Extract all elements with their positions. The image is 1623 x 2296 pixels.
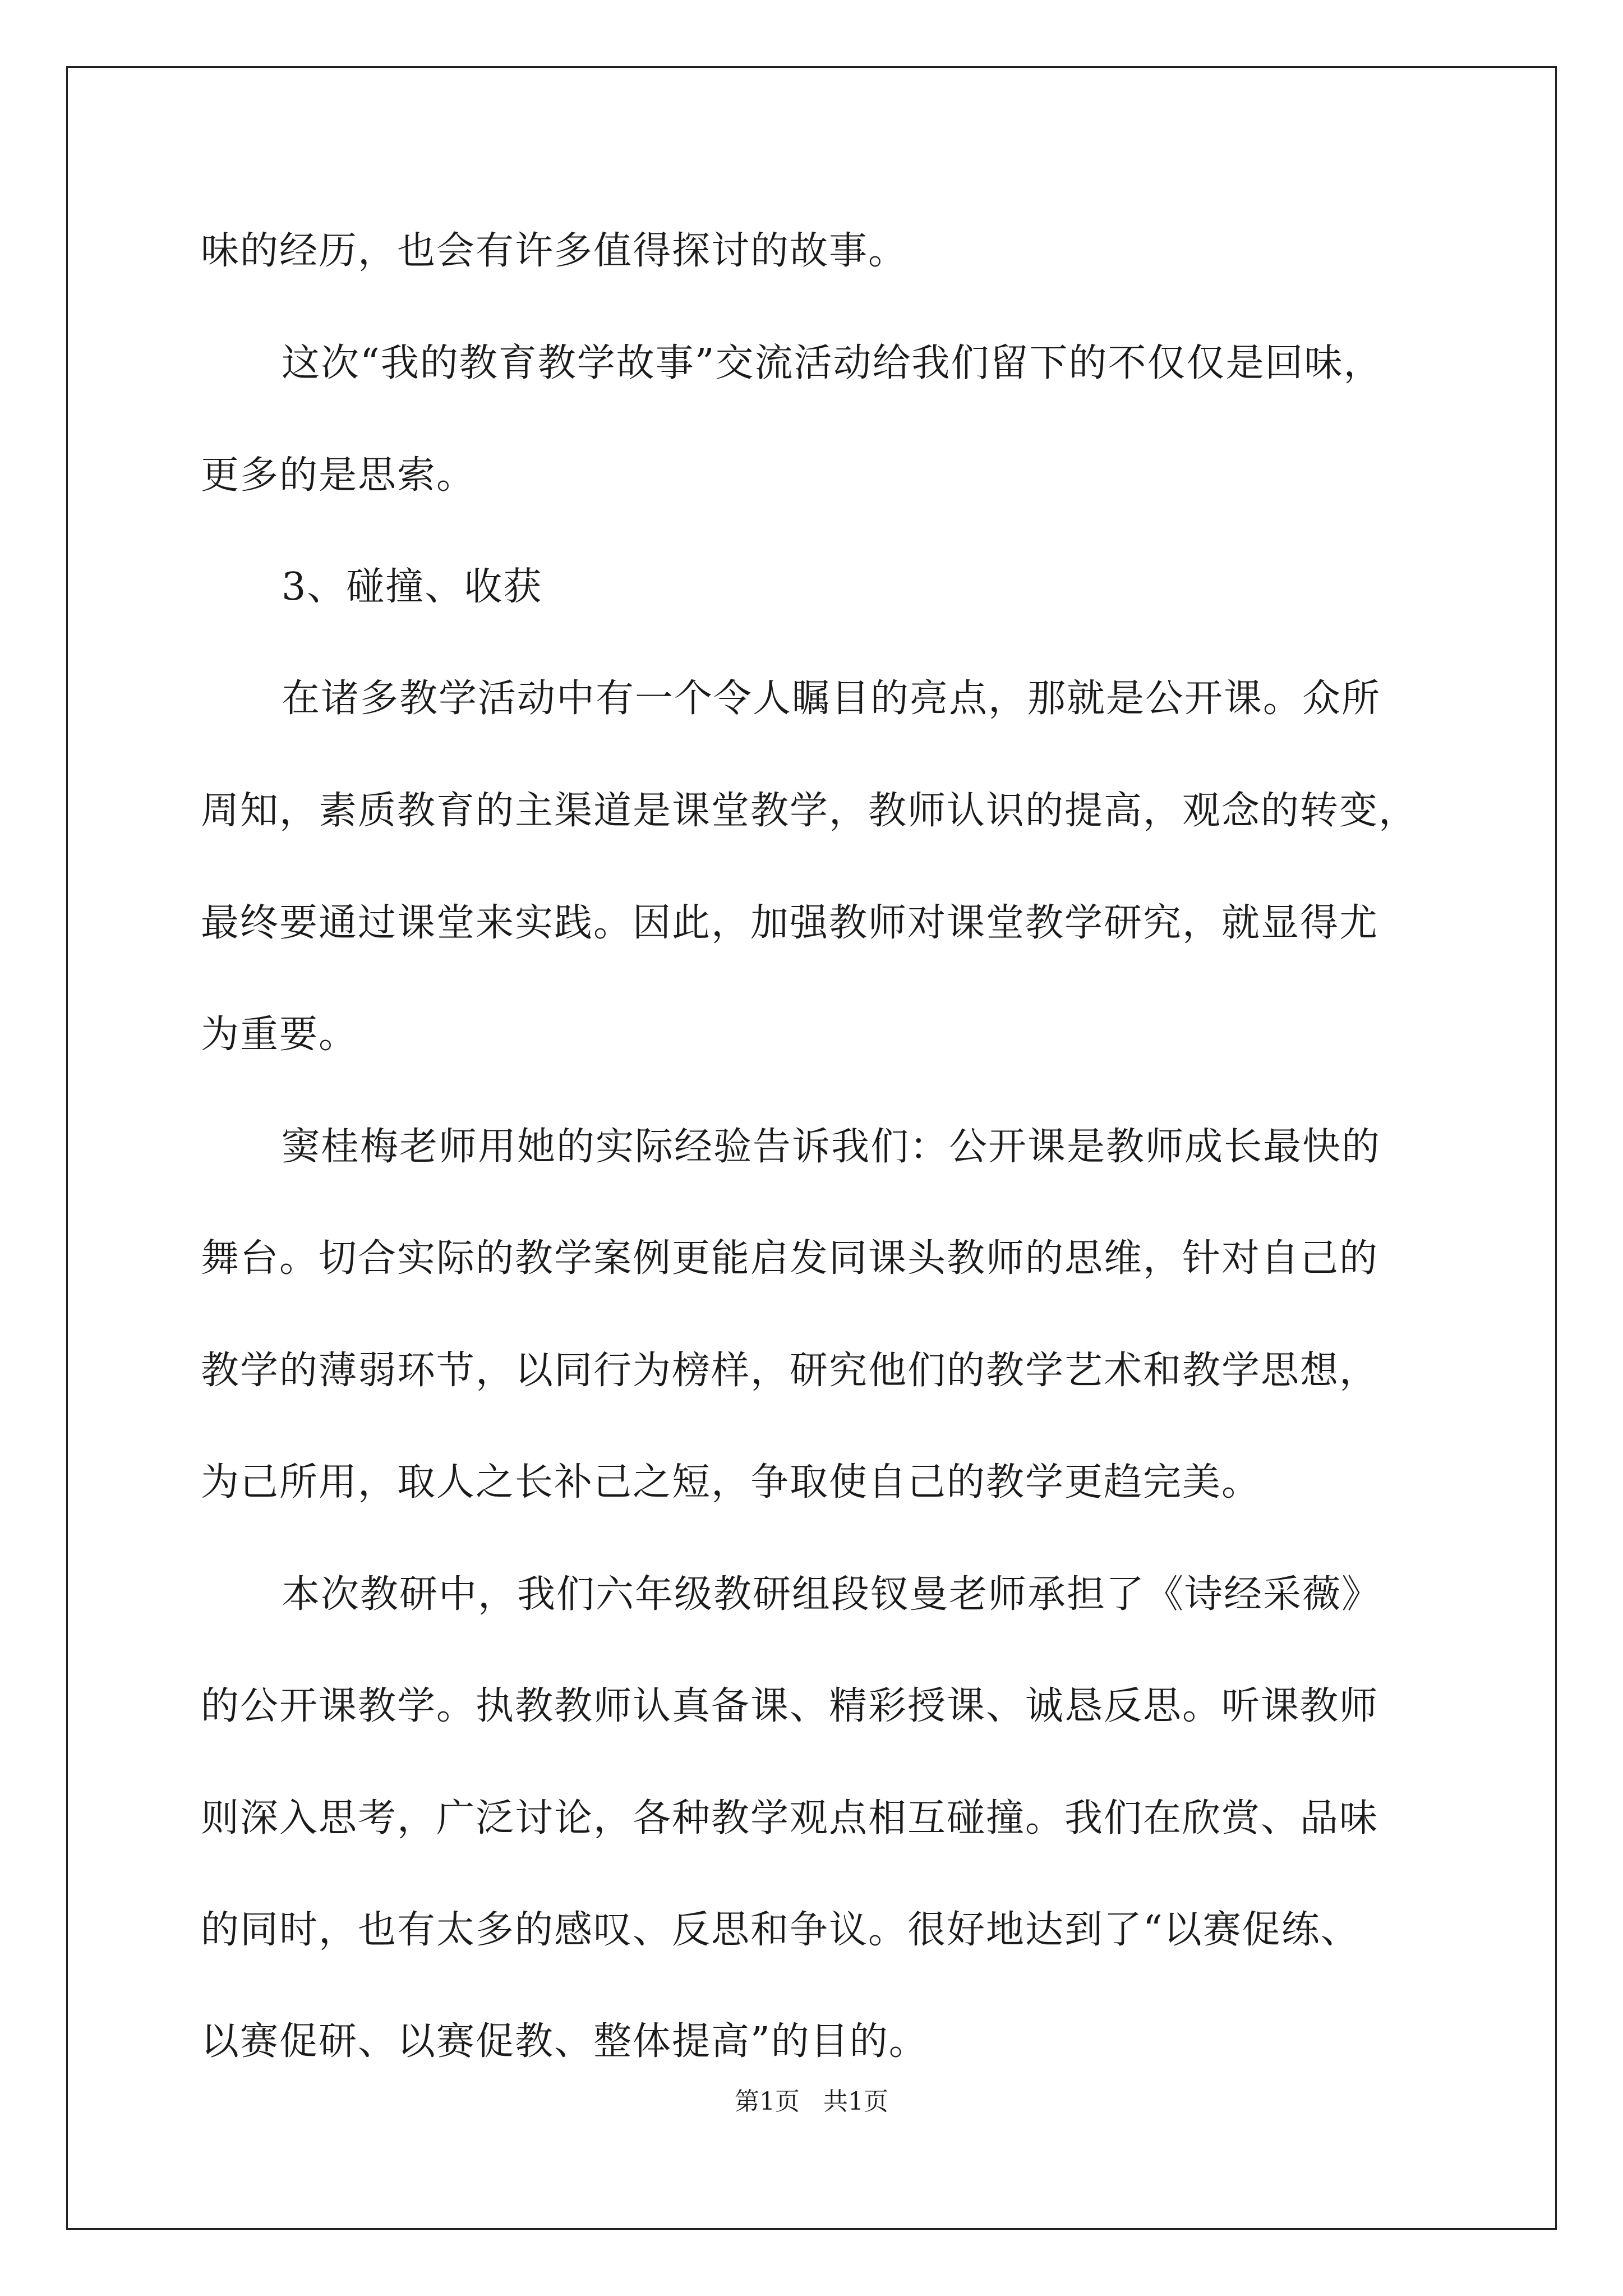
- text-line: 的公开课教学。执教教师认真备课、精彩授课、诚恳反思。听课教师: [201, 1684, 1379, 1728]
- page-footer: 第1页 共1页: [735, 2087, 888, 2116]
- text-line: 味的经历，也会有许多值得探讨的故事。: [201, 229, 908, 273]
- text-line: 这次“我的教育教学故事”交流活动给我们留下的不仅仅是回味，: [282, 341, 1383, 385]
- text-line: 的同时，也有太多的感叹、反思和争议。很好地达到了“以赛促练、: [201, 1908, 1360, 1952]
- text-line: 周知，素质教育的主渠道是课堂教学，教师认识的提高，观念的转变，: [201, 789, 1418, 833]
- text-line: 以赛促研、以赛促教、整体提高”的目的。: [201, 2019, 928, 2064]
- text-line: 舞台。切合实际的教学案例更能启发同课头教师的思维，针对自己的: [201, 1236, 1379, 1281]
- section-heading: 3、碰撞、收获: [282, 565, 543, 609]
- text-line: 为己所用，取人之长补己之短，争取使自己的教学更趋完美。: [201, 1460, 1261, 1504]
- text-line: 更多的是思索。: [201, 453, 476, 498]
- text-line: 则深入思考，广泛讨论，各种教学观点相互碰撞。我们在欣赏、品味: [201, 1796, 1379, 1841]
- text-line: 为重要。: [201, 1013, 358, 1057]
- text-line: 最终要通过课堂来实践。因此，加强教师对课堂教学研究，就显得尤: [201, 901, 1379, 945]
- text-line: 在诸多教学活动中有一个令人瞩目的亮点，那就是公开课。众所: [282, 677, 1381, 721]
- text-line: 教学的薄弱环节，以同行为榜样，研究他们的教学艺术和教学思想，: [201, 1349, 1379, 1393]
- text-line: 本次教研中，我们六年级教研组段钗曼老师承担了《诗经采薇》: [282, 1572, 1381, 1617]
- text-line: 窦桂梅老师用她的实际经验告诉我们：公开课是教师成长最快的: [282, 1125, 1381, 1169]
